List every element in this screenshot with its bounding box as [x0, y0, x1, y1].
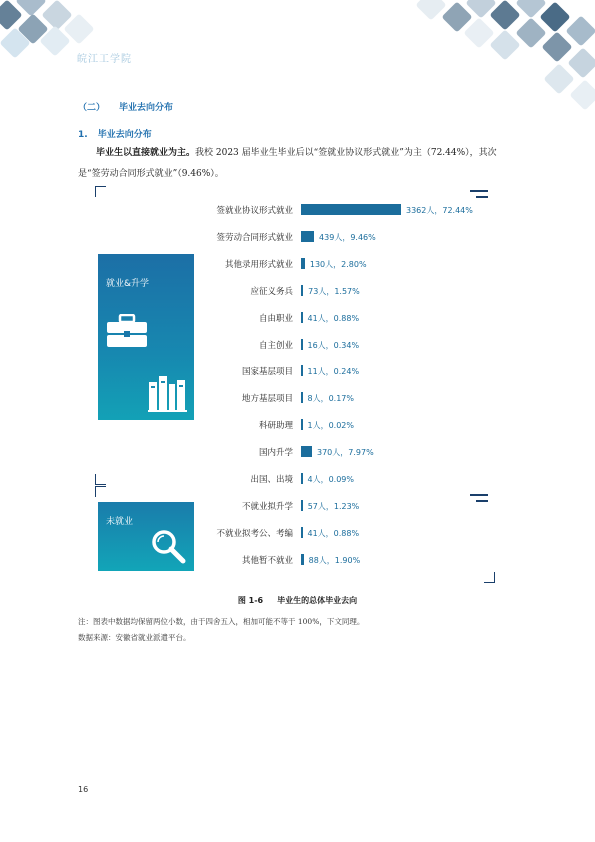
- data-bar: [301, 554, 304, 565]
- group-label-employed: 就业&升学: [106, 279, 150, 289]
- data-bar: [301, 365, 303, 376]
- value-label: 8人，0.17%: [307, 394, 355, 404]
- value-label: 88人，1.90%: [308, 555, 361, 565]
- page-number: 16: [78, 785, 89, 794]
- category-label: 不就业拟考公、考编: [216, 528, 293, 539]
- category-label: 科研助理: [258, 421, 293, 432]
- frame-deco-bar: [470, 494, 488, 496]
- figure-caption: [0, 595, 595, 606]
- briefcase-icon: [106, 314, 148, 352]
- value-label: 73人，1.57%: [308, 286, 360, 296]
- frame-deco-bar: [470, 190, 488, 192]
- data-bar: [301, 204, 401, 215]
- value-label: 3362人，72.44%: [406, 206, 473, 215]
- frame-corner-mid-top-left: [95, 486, 106, 497]
- category-label: 国内升学: [258, 448, 293, 459]
- paragraph-body: 我校 2023 届毕业生毕业后以“签就业协议形式就业”为主（72.44%），其次是“签劳动合同形式就业”（9.46%）。: [78, 148, 497, 179]
- value-label: 130人，2.80%: [309, 259, 367, 269]
- subsection-title: 毕业去向分布: [97, 130, 152, 140]
- school-name: 皖江工学院: [77, 54, 132, 65]
- value-label: 41人，0.88%: [307, 313, 360, 323]
- data-bar: [301, 500, 303, 511]
- data-bar: [301, 527, 303, 538]
- books-icon: [148, 376, 188, 416]
- category-label: 其他暂不就业: [241, 555, 293, 566]
- category-label: 签就业协议形式就业: [216, 206, 293, 216]
- paragraph-lead: 毕业生以直接就业为主。: [96, 148, 196, 158]
- frame-corner-top-left: [95, 186, 106, 197]
- frame-corner-mid-bottom-left: [95, 474, 106, 485]
- value-label: 16人，0.34%: [307, 340, 360, 350]
- category-label: 应征义务兵: [250, 286, 293, 297]
- category-label: 出国、出境: [250, 475, 293, 485]
- data-bar: [301, 419, 303, 430]
- data-bar: [301, 446, 312, 457]
- data-bar: [301, 258, 305, 269]
- category-label: 自主创业: [258, 340, 293, 351]
- value-label: 11人，0.24%: [307, 367, 360, 377]
- figure-title: 毕业生的总体毕业去向: [277, 596, 358, 605]
- category-label: 国家基层项目: [241, 367, 293, 378]
- subsection-heading: [78, 127, 152, 140]
- frame-corner-bottom-right: [484, 572, 495, 583]
- magnifier-icon: [150, 528, 186, 568]
- data-bar: [301, 231, 314, 242]
- frame-deco-bar: [476, 196, 488, 198]
- data-source-note: 数据来源：安徽省就业派遣平台。: [78, 633, 191, 642]
- group-panel-employed: [98, 254, 194, 420]
- category-label: 其他录用形式就业: [224, 259, 293, 270]
- chart-note: 注：图表中数据均保留两位小数，由于四舍五入，相加可能不等于 100%，下文同理。: [78, 617, 365, 626]
- frame-deco-bar: [476, 500, 488, 502]
- data-bar: [301, 392, 303, 403]
- data-bar: [301, 339, 303, 350]
- figure-number: 图 1-6: [237, 596, 264, 605]
- data-bar: [301, 285, 303, 296]
- data-bar: [301, 473, 303, 484]
- section-heading: [78, 100, 173, 113]
- group-panel-unemployed: [98, 502, 194, 571]
- section-number: （二）: [78, 103, 106, 113]
- summary-paragraph: [78, 143, 518, 185]
- value-label: 41人，0.88%: [307, 528, 360, 538]
- value-label: 1人，0.02%: [307, 421, 355, 431]
- category-label: 自由职业: [258, 313, 293, 324]
- value-label: 439人，9.46%: [319, 232, 376, 242]
- category-label: 签劳动合同形式就业: [216, 232, 293, 243]
- group-label-unemployed: 未就业: [106, 517, 134, 527]
- value-label: 370人，7.97%: [317, 448, 374, 458]
- subsection-number: 1.: [78, 130, 88, 140]
- data-bar: [301, 312, 303, 323]
- value-label: 4人，0.09%: [307, 475, 355, 484]
- section-title: 毕业去向分布: [119, 103, 174, 113]
- category-label: 不就业拟升学: [241, 501, 293, 512]
- value-label: 57人，1.23%: [307, 501, 360, 511]
- category-label: 地方基层项目: [241, 394, 293, 405]
